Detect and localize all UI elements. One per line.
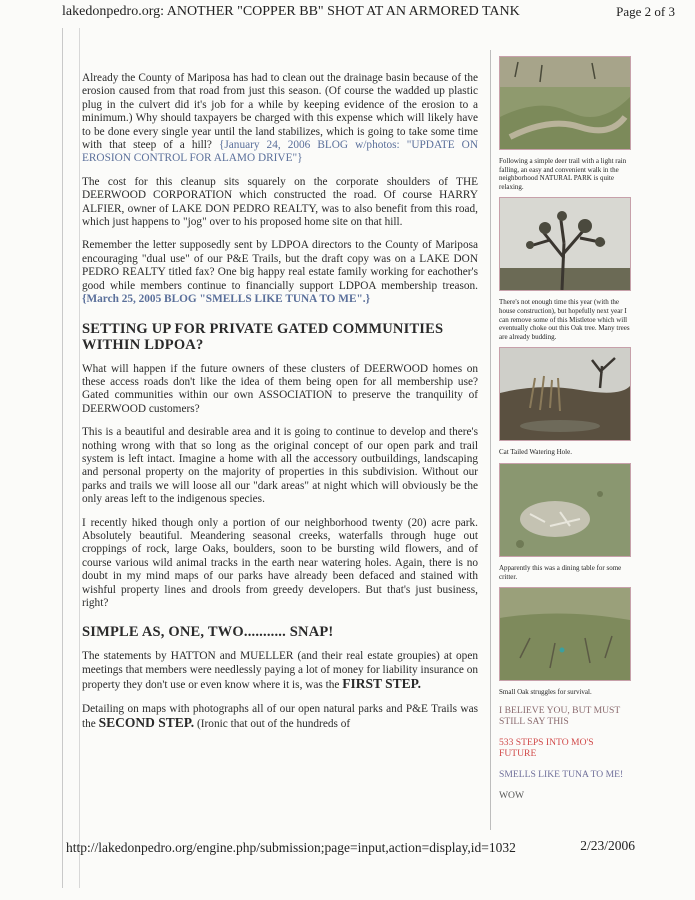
footer-url: http://lakedonpedro.org/engine.php/submission;page=input,action=display,id=1032 [66,840,516,855]
photo-caption: Following a simple deer trail with a light rain falling, an easy and convenient walk in the neighborhood NATURAL PARK is quite relaxing. [499,157,627,191]
paragraph: Remember the letter supposedly sent by LDPOA directors to the County of Mariposa encouraging "dual use" of our P&E Trails, but the draft copy was on a LAKE DON PEDRO REALTY titled fax? One big happy real estate family working for eachother's good while members continue to financially support LDPOA membership treason. {March 25, 2005 BLOG "SMELLS LIKE TUNA TO ME".} [82,239,478,306]
paragraph: This is a beautiful and desirable area and it is going to continue to develop and there's nothing wrong with that so long as the original concept of our open park and trail system is left intact. Imagine a home with all the accessory outbuildings, landscaping and personal property on the majority of properties in this subdivision. Without our parks and trails we will loose all our "dark areas" at night which will obviously be the only areas left to the indigenous species. [82,426,478,506]
sidebar-link-533-steps[interactable]: 533 STEPS INTO MO'S FUTURE [499,736,594,759]
paragraph: What will happen if the future owners of these clusters of DEERWOOD homes on these access roads don't like the idea of them being open for all membership use? Gated communities within our own ASSOCIATION to preserve the tranquility of DEERWOOD customers? [82,362,478,415]
scan-margin-line [62,28,63,888]
second-step-label: SECOND STEP. [98,715,195,731]
article-body [82,72,478,741]
photo-small-oak[interactable] [499,587,631,681]
photo-mistletoe-oak[interactable] [499,197,631,291]
paragraph: Already the County of Mariposa has had to clean out the drainage basin because of the erosion caused from that road from just this season. (Of course the wadded up plastic plug in the culvert did it's job for a while by keeping evidence of the erosion to a minimum.) Why should taxpayers be charged with this expense which will likely have to be done every single year until the land stabilizes, which is going to take some time with that steep of a hill? {January 24, 2006 BLOG w/photos: "UPDATE ON EROSION CONTROL FOR ALAMO DRIVE"} [82,72,478,165]
photo-caption: There's not enough time this year (with the house construction), but hopefully next year I can remove some of this Mistletoe which will eventually choke out this Oak tree. Many trees are already budding. [499,298,630,341]
photo-deer-trail[interactable] [499,56,631,150]
paragraph: The cost for this cleanup sits squarely on the corporate shoulders of THE DEERWOOD CORPORATION which constructed the road. Of course HARRY ALFIER, owner of LAKE DON PEDRO REALTY, was to also benefit from this road, which just happens to "jog" over to his proposed home site on that hill. [82,175,478,229]
section-heading-snap: SIMPLE AS, ONE, TWO........... SNAP! [82,624,334,641]
scan-margin-line [79,28,80,888]
sidebar-link-believe[interactable]: I BELIEVE YOU, BUT MUST STILL SAY THIS [499,704,621,727]
photo-watering-hole[interactable] [499,347,631,441]
first-step-label: FIRST STEP. [342,676,422,692]
photo-sidebar [499,56,633,811]
photo-caption: Cat Tailed Watering Hole. [499,448,572,457]
sidebar-link-tuna[interactable]: SMELLS LIKE TUNA TO ME! [499,768,624,780]
footer-date: 2/23/2006 [580,838,635,853]
sidebar-link-wow[interactable]: WOW [499,789,525,801]
page-header-title: lakedonpedro.org: ANOTHER "COPPER BB" SHOT AT AN ARMORED TANK [62,4,520,19]
paragraph: I recently hiked though only a portion of our neighborhood twenty (20) acre park. Absolutely beautiful. Meandering seasonal creeks, waterfalls through huge out croppings of rock, large Oaks, boulders, soon to be bursting wild flowers, and of course various wild animal tracks in the earth near watering holes. Again, there is no doubt in my mind maps of our parks have already been defaced and stained with wishful property lines and drools from greedy developers. But that's just business, right? [82,516,478,609]
page-number: Page 2 of 3 [616,4,675,19]
sidebar-divider [490,50,491,830]
blog-link-erosion[interactable]: {January 24, 2006 BLOG w/photos: "UPDATE ON EROSION CONTROL FOR ALAMO DRIVE"} [82,139,478,165]
photo-caption: Apparently this was a dining table for some critter. [499,563,622,581]
paragraph: The statements by HATTON and MUELLER (and their real estate groupies) at open meetings that members were needlessly paying a lot of money for liability insurance on property they don't use or even know where it is, was the FIRST STEP. [82,650,478,692]
section-heading-gated: SETTING UP FOR PRIVATE GATED COMMUNITIES WITHIN LDPOA? [82,320,444,353]
paragraph: Detailing on maps with photographs all of our open natural parks and P&E Trails was the SECOND STEP. (Ironic that out of the hundreds of [82,702,478,731]
photo-dining-table[interactable] [499,463,631,557]
blog-link-tuna[interactable]: {March 25, 2005 BLOG "SMELLS LIKE TUNA TO ME".} [82,293,371,306]
photo-caption: Small Oak struggles for survival. [499,688,592,697]
